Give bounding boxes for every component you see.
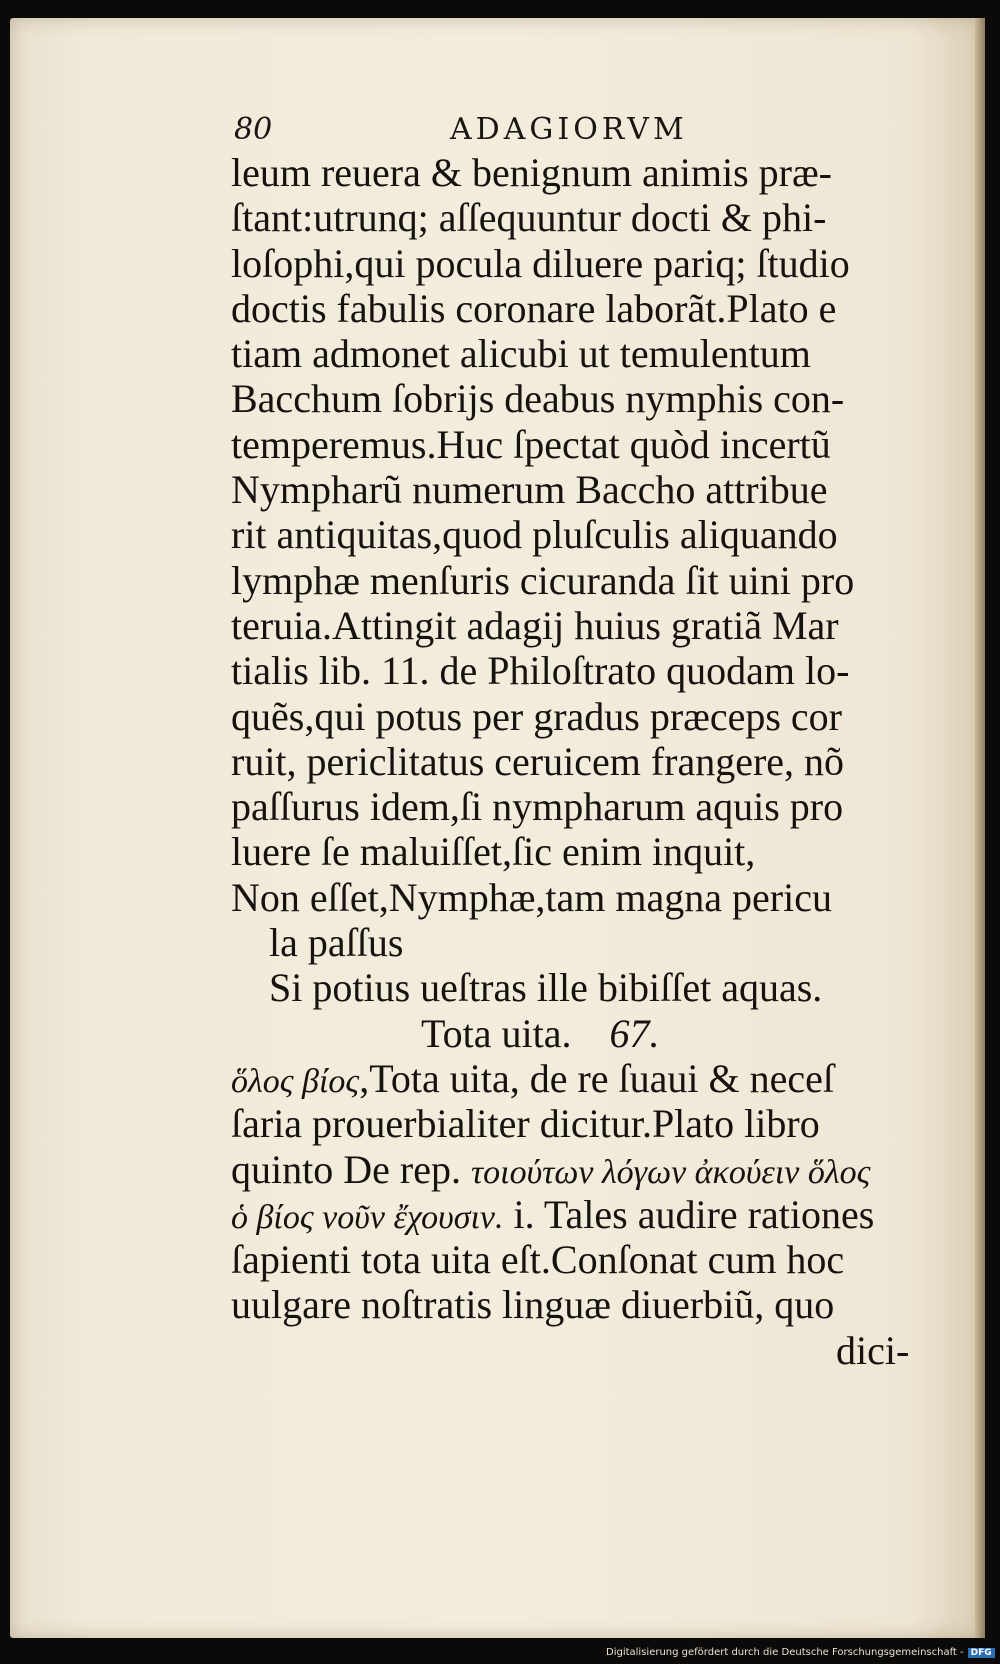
text-line: Nympharũ numerum Baccho attribue [231, 467, 828, 513]
page-edge [975, 18, 985, 1638]
credit-text: Digitalisierung gefördert durch die Deutsche Forschungsgemeinschaft - [606, 1647, 964, 1658]
text-line [231, 1056, 931, 1101]
text-line: paſſurus idem,ſi nympharum aquis pro [231, 784, 844, 830]
latin-text: ,Tota uita, de re ſuaui & neceſ [359, 1055, 834, 1101]
text-line: uulgare noſtratis linguæ diuerbiũ, quo [231, 1282, 835, 1328]
text-line: temperemus.Huc ſpectat quòd incertũ [231, 421, 831, 467]
greek-text: ὁ βίος νοῦν ἔχουσιν. [231, 1198, 504, 1236]
catchword: dici- [836, 1327, 910, 1373]
text-line [231, 1147, 931, 1192]
text-line: doctis fabulis coronare laborãt.Plato e [231, 285, 837, 331]
verse-line: Non eſſet,Nymphæ,tam magna pericu [231, 874, 832, 920]
page-number: 80 [234, 112, 273, 147]
digitization-credit [606, 1647, 996, 1661]
text-line: leum reuera & benignum animis præ- [231, 150, 832, 195]
text-line: ſtant:utrunq; aſſequuntur docti & phi- [231, 195, 827, 241]
running-head [234, 112, 734, 152]
greek-text: ὅλος βίος [231, 1062, 360, 1100]
adage-number: 67. [609, 1010, 660, 1056]
text-line: Bacchum ſobrijs deabus nymphis con- [231, 376, 845, 422]
text-line: rit antiquitas,quod pluſculis aliquando [231, 512, 838, 558]
latin-text: quinto De rep. [231, 1146, 471, 1192]
latin-text: i. Tales audire rationes [503, 1191, 875, 1237]
text-line: ſapienti tota uita eſt.Conſonat cum hoc [231, 1237, 845, 1283]
adage-title: Tota uita. [421, 1010, 572, 1056]
text-line: luere ſe maluiſſet,ſic enim inquit, [231, 829, 756, 875]
text-line [231, 1192, 931, 1237]
text-line: teruia.Attingit adagij huius gratiã Mar [231, 602, 839, 648]
text-line: ruit, periclitatus ceruicem frangere, nõ [231, 738, 845, 784]
verse-line: la paſſus [269, 920, 404, 966]
text-line: ſaria prouerbialiter dicitur.Plato libro [231, 1101, 820, 1147]
text-line: lymphæ menſuris cicuranda ſit uini pro [231, 557, 855, 603]
dfg-logo: DFG [968, 1648, 995, 1658]
greek-text: τοιούτων λόγων ἀκούειν ὅλος [470, 1153, 871, 1191]
adage-heading [231, 1011, 931, 1056]
text-line: tiam admonet alicubi ut temulentum [231, 331, 811, 377]
running-title: ADAGIORVM [450, 112, 688, 147]
text-line: loſophi,qui pocula diluere pariq; ſtudio [231, 240, 850, 286]
text-line: quẽs,qui potus per gradus præceps cor [231, 693, 842, 739]
text-line: tialis lib. 11. de Philoſtrato quodam lo- [231, 648, 850, 694]
main-text [231, 150, 931, 1373]
verse-line: Si potius ueſtras ille bibiſſet aquas. [269, 965, 823, 1011]
